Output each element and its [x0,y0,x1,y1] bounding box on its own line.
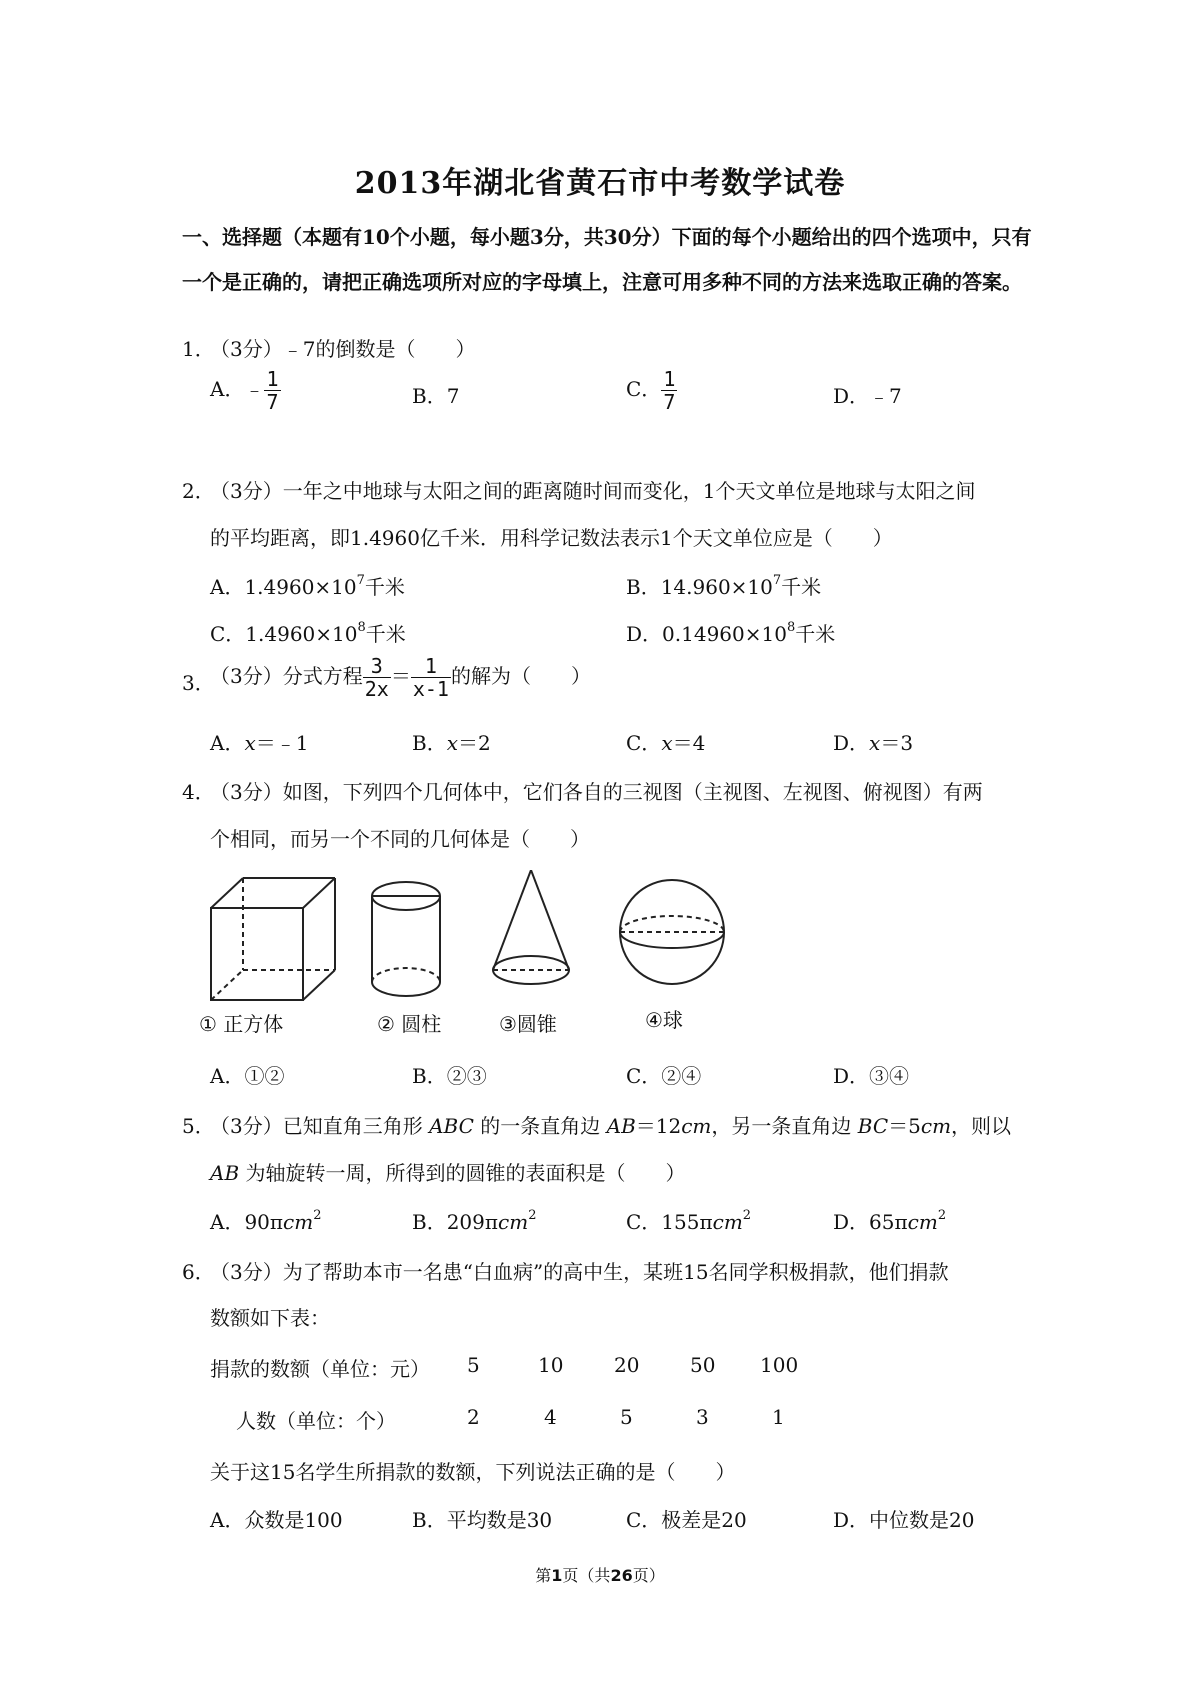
q3-option-d: D．x＝3 [833,731,914,755]
cube-figure [211,878,335,1000]
q1-option-b: B．7 [412,384,460,408]
table-cell: 4 [544,1405,557,1429]
q4-line2: 个相同，而另一个不同的几何体是（ ） [210,827,590,851]
q5-option-d: D．65πcm$^2$ [833,1208,947,1234]
table-cell: 5 [620,1405,633,1429]
q2-option-c: C．$1.4960\times 10^8$千米 [210,620,406,646]
q6-option-d: D．中位数是20 [833,1508,975,1532]
table-cell: 5 [467,1353,480,1377]
q3-number: 3． [182,671,215,695]
q6-line1: （3分）为了帮助本市一名患“白血病”的高中生，某班15名同学积极捐款，他们捐款 [210,1260,949,1284]
q5-number: 5． [182,1114,215,1138]
q5-option-c: C．155πcm$^2$ [626,1208,752,1234]
q4-number: 4． [182,780,215,804]
table-cell: 3 [696,1405,709,1429]
table-cell: 20 [614,1353,640,1377]
table-cell: 50 [690,1353,716,1377]
q3-fraction-left: $\frac{3}{2x}$ [364,654,389,701]
table-cell: 2 [467,1405,480,1429]
q4-line1: （3分）如图，下列四个几何体中，它们各自的三视图（主视图、左视图、俯视图）有两 [210,780,983,804]
q6-option-b: B．平均数是30 [412,1508,553,1532]
page-footer: 第1页（共26页） [535,1566,665,1585]
q2-option-d: D．$0.14960\times 10^8$千米 [626,620,836,646]
q3-fraction-right: $\frac{1}{x-1}$ [412,654,449,701]
fig-label-cube: ① 正方体 [199,1012,284,1036]
q3-option-a: A．x＝﹣1 [210,731,309,755]
q3-option-c: C．x＝4 [626,731,706,755]
q1-a-fraction: $\frac{1}{7}$ [266,367,279,414]
q6-option-a: A．众数是100 [210,1508,343,1532]
q4-option-a: A．①② [210,1064,285,1088]
table-row-label-amount: 捐款的数额（单位：元） [210,1357,430,1381]
q3-option-b: B．x＝2 [412,731,491,755]
q4-option-d: D．③④ [833,1064,910,1088]
q6-line2: 数额如下表： [210,1306,330,1330]
q4-option-b: B．②③ [412,1064,487,1088]
sphere-figure [620,880,724,984]
page-number: 1 [551,1566,563,1585]
q1-c-fraction: $\frac{1}{7}$ [663,367,676,414]
q2-option-a: A．$1.4960\times 10^7$千米 [210,573,405,599]
q4-figures [199,870,847,1040]
cone-figure [493,870,569,984]
q1-text: （3分）﹣7的倒数是（ ） [210,337,476,361]
q2-line1: （3分）一年之中地球与太阳之间的距离随时间而变化，1个天文单位是地球与太阳之间 [210,479,976,503]
fig-label-cylinder: ② 圆柱 [377,1012,442,1036]
q1-option-a: A．﹣ $\frac{1}{7}$ [210,367,279,414]
solids-illustration [207,870,847,1005]
q5-option-a: A．90πcm$^2$ [210,1208,322,1234]
q1-number: 1． [182,337,215,361]
q1-option-c: C． $\frac{1}{7}$ [626,367,676,414]
q5-line2: AB 为轴旋转一周，所得到的圆锥的表面积是（ ） [210,1161,686,1185]
table-cell: 1 [772,1405,785,1429]
section-instructions: 一、选择题（本题有10个小题，每小题3分，共30分）下面的每个小题给出的四个选项中，只有一个是正确的，请把正确选项所对应的字母填上，注意可用多种不同的方法来选取正确的答案。 [182,225,1032,294]
q4-option-c: C．②④ [626,1064,702,1088]
q2-option-b: B．$14.960\times 10^7$千米 [626,573,822,599]
fig-label-cone: ③圆锥 [499,1012,557,1036]
q3-text: （3分）分式方程 $\frac{3}{2x}$ ＝ $\frac{1}{x-1}$ 的解为（ ） [210,654,591,701]
cylinder-figure [372,882,440,996]
page-title: 2013年湖北省黄石市中考数学试卷 [354,166,846,201]
q6-option-c: C．极差是20 [626,1508,747,1532]
q2-number: 2． [182,479,215,503]
table-cell: 10 [538,1353,564,1377]
q6-number: 6． [182,1260,215,1284]
q6-line3: 关于这15名学生所捐款的数额，下列说法正确的是（ ） [210,1460,736,1484]
q2-line2: 的平均距离，即1.4960亿千米．用科学记数法表示1个天文单位应是（ ） [210,526,893,550]
fig-label-sphere: ④球 [645,1008,683,1032]
table-row-label-people: 人数（单位：个） [236,1409,396,1433]
q1-option-d: D．﹣7 [833,384,902,408]
q5-option-b: B．209πcm$^2$ [412,1208,537,1234]
table-cell: 100 [760,1353,799,1377]
q5-line1: （3分）已知直角三角形 ABC 的一条直角边 AB＝12cm，另一条直角边 BC＝5cm，则以 [210,1114,1012,1138]
page-total: 26 [610,1566,633,1585]
